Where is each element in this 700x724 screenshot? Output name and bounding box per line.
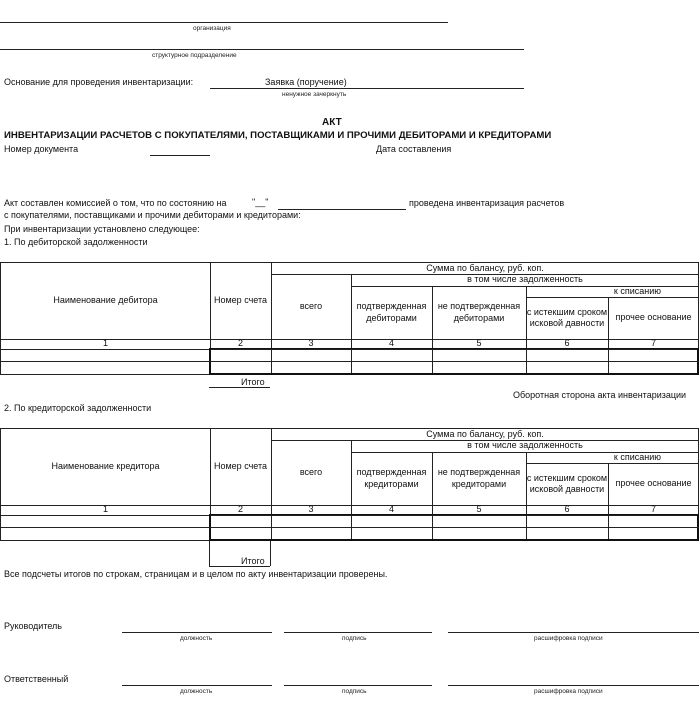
col-num-1: 1 xyxy=(102,504,108,515)
department-caption: структурное подразделение xyxy=(152,52,237,59)
col-num-4: 4 xyxy=(388,338,394,349)
col-num-7: 7 xyxy=(650,504,656,515)
act-title: АКТ xyxy=(322,117,342,128)
verified-text: Все подсчеты итогов по строкам, страницам и в целом по акту инвентаризации проверены. xyxy=(4,569,388,579)
col-num-6: 6 xyxy=(564,338,570,349)
basis-caption: ненужное зачеркнуть xyxy=(282,91,347,98)
col-including: в том числе задолженность xyxy=(467,274,583,285)
col-num-5: 5 xyxy=(476,338,482,349)
doc-number-label: Номер документа xyxy=(4,144,79,154)
col-num-3: 3 xyxy=(308,338,314,349)
intro-line-2: с покупателями, поставщиками и прочими дебиторами и кредиторами: xyxy=(4,210,301,220)
col-balance-sum: Сумма по балансу, руб. коп. xyxy=(426,428,544,439)
col-confirmed: подтвержденная дебиторами xyxy=(356,301,427,323)
responsible-signature-caption: подпись xyxy=(342,688,367,695)
organization-caption: организация xyxy=(193,25,231,32)
col-confirmed: подтвержденная кредиторами xyxy=(356,467,427,489)
col-expired: с истекшим сроком исковой давности xyxy=(526,472,608,494)
col-num-2: 2 xyxy=(237,338,243,349)
col-num-4: 4 xyxy=(388,504,394,515)
debtors-total-label: Итого xyxy=(241,377,265,387)
responsible-signature-line[interactable] xyxy=(284,685,432,686)
col-creditor-name: Наименование кредитора xyxy=(51,461,160,472)
col-balance-sum: Сумма по балансу, руб. коп. xyxy=(426,262,544,273)
col-account-number: Номер счета xyxy=(213,461,268,472)
basis-line[interactable] xyxy=(210,88,524,89)
col-num-6: 6 xyxy=(564,504,570,515)
act-subtitle: ИНВЕНТАРИЗАЦИИ РАСЧЕТОВ С ПОКУПАТЕЛЯМИ, ПОСТАВЩИКАМИ И ПРОЧИМИ ДЕБИТОРАМИ И КРЕДИТОРАМИ xyxy=(4,130,552,141)
responsible-position-caption: должность xyxy=(180,688,213,695)
col-writeoff: к списанию xyxy=(613,451,661,462)
col-unconfirmed: не подтвержденная дебиторами xyxy=(437,301,521,323)
col-including: в том числе задолженность xyxy=(467,440,583,451)
col-expired: с истекшим сроком исковой давности xyxy=(526,306,608,328)
col-other-basis: прочее основание xyxy=(615,312,692,323)
col-num-5: 5 xyxy=(476,504,482,515)
basis-value: Заявка (поручение) xyxy=(265,77,347,87)
head-label: Руководитель xyxy=(4,621,62,631)
col-num-7: 7 xyxy=(650,338,656,349)
head-signature-caption: подпись xyxy=(342,635,367,642)
head-position-caption: должность xyxy=(180,635,213,642)
creditors-total-label: Итого xyxy=(241,556,265,566)
col-account-number: Номер счета xyxy=(213,295,268,306)
doc-number-line[interactable] xyxy=(150,155,210,156)
responsible-label: Ответственный xyxy=(4,674,69,684)
creditors-section-title: 2. По кредиторской задолженности xyxy=(4,403,152,413)
col-total: всего xyxy=(299,300,323,311)
responsible-decoding-line[interactable] xyxy=(448,685,699,686)
intro-line-1b: проведена инвентаризация расчетов xyxy=(409,198,565,208)
debtors-section-title: 1. По дебиторской задолженности xyxy=(4,237,148,247)
department-line[interactable] xyxy=(0,49,524,50)
intro-line-1a: Акт составлен комиссией о том, что по состоянию на xyxy=(4,198,227,208)
col-debtor-name: Наименование дебитора xyxy=(53,295,158,306)
col-writeoff: к списанию xyxy=(613,285,661,296)
head-decoding-caption: расшифровка подписи xyxy=(534,635,603,642)
head-position-line[interactable] xyxy=(122,632,272,633)
reverse-side-label: Оборотная сторона акта инвентаризации xyxy=(513,390,687,400)
responsible-position-line[interactable] xyxy=(122,685,272,686)
col-num-3: 3 xyxy=(308,504,314,515)
col-total: всего xyxy=(299,466,323,477)
organization-line[interactable] xyxy=(0,22,448,23)
head-signature-line[interactable] xyxy=(284,632,432,633)
head-decoding-line[interactable] xyxy=(448,632,699,633)
intro-date-blank: "__" xyxy=(252,197,269,207)
basis-label: Основание для проведения инвентаризации: xyxy=(4,77,194,87)
col-num-1: 1 xyxy=(102,338,108,349)
doc-date-label: Дата составления xyxy=(376,144,452,154)
col-num-2: 2 xyxy=(237,504,243,515)
col-unconfirmed: не подтвержденная кредиторами xyxy=(437,467,521,489)
intro-line-3: При инвентаризации установлено следующее: xyxy=(4,224,200,234)
col-other-basis: прочее основание xyxy=(615,478,692,489)
responsible-decoding-caption: расшифровка подписи xyxy=(534,688,603,695)
